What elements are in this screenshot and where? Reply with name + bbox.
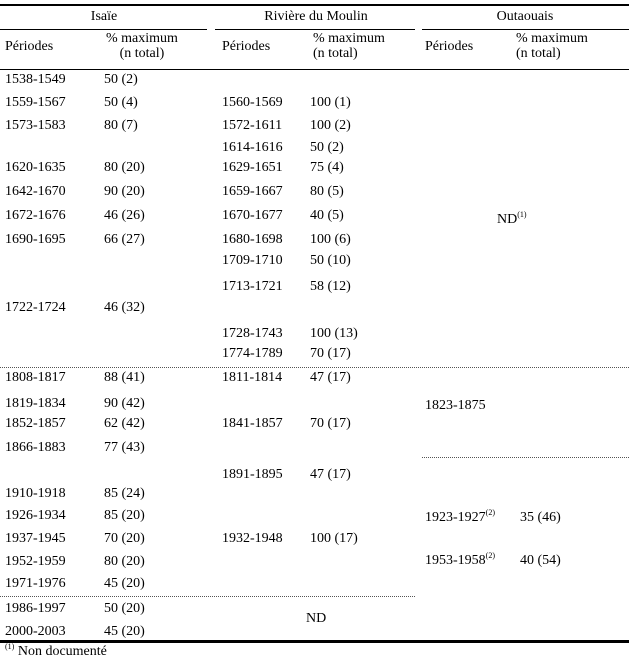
moulin-value-cell: 47 (17) [310, 467, 351, 482]
isaie-period-cell: 1808-1817 [5, 370, 66, 385]
moulin-value-cell: 100 (1) [310, 95, 351, 110]
group-header: Isaïe [90, 9, 118, 24]
isaie-value-cell: 50 (20) [104, 601, 145, 616]
group-header: Rivière du Moulin [264, 9, 368, 24]
footnote-marker: (1) [5, 642, 15, 651]
isaie-period-cell: 1819-1834 [5, 396, 66, 411]
moulin-period-cell: 1713-1721 [222, 279, 283, 294]
isaie-period-cell: 1722-1724 [5, 300, 66, 315]
moulin-period-cell: 1560-1569 [222, 95, 283, 110]
column-header-periods: Périodes [425, 39, 474, 54]
isaie-period-cell: 1538-1549 [5, 72, 66, 87]
moulin-period-cell: 1614-1616 [222, 140, 283, 155]
column-header-periods: Périodes [222, 39, 271, 54]
moulin-value-cell: 50 (2) [310, 140, 344, 155]
moulin-period-cell: 1774-1789 [222, 346, 283, 361]
moulin-value-cell: 100 (2) [310, 118, 351, 133]
outaouais-value-cell: 35 (46) [520, 510, 561, 525]
isaie-value-cell: 80 (20) [104, 554, 145, 569]
moulin-value-cell: 100 (13) [310, 326, 358, 341]
outaouais-period-cell: 1923-1927$^{(2)}$ [425, 508, 495, 525]
isaie-period-cell: 1620-1635 [5, 160, 66, 175]
moulin-value-cell: 58 (12) [310, 279, 351, 294]
isaie-value-cell: 80 (7) [104, 118, 138, 133]
moulin-value-cell: 70 (17) [310, 346, 351, 361]
moulin-value-cell: 75 (4) [310, 160, 344, 175]
outaouais-not-documented: ND$^{(1)}$ [497, 210, 527, 227]
footnote-ref-1: (1) [517, 210, 527, 219]
column-header-periods: Périodes [5, 39, 54, 54]
isaie-period-cell: 1672-1676 [5, 208, 66, 223]
isaie-value-cell: 88 (41) [104, 370, 145, 385]
moulin-value-cell: 47 (17) [310, 370, 351, 385]
isaie-value-cell: 77 (43) [104, 440, 145, 455]
isaie-value-cell: 90 (20) [104, 184, 145, 199]
isaie-period-cell: 1971-1976 [5, 576, 66, 591]
moulin-value-cell: 40 (5) [310, 208, 344, 223]
group-rule-moulin [215, 29, 415, 30]
isaie-period-cell: 1573-1583 [5, 118, 66, 133]
isaie-period-cell: 1690-1695 [5, 232, 66, 247]
separator-outaouais [422, 457, 629, 458]
column-header-percent: % maximum (n total) [516, 31, 588, 61]
isaie-value-cell: 62 (42) [104, 416, 145, 431]
isaie-period-cell: 2000-2003 [5, 624, 66, 639]
isaie-period-cell: 1986-1997 [5, 601, 66, 616]
isaie-value-cell: 85 (24) [104, 486, 145, 501]
top-rule [0, 4, 629, 6]
moulin-period-cell: 1680-1698 [222, 232, 283, 247]
outaouais-period-cell: 1823-1875 [425, 398, 486, 413]
moulin-period-cell: 1709-1710 [222, 253, 283, 268]
isaie-value-cell: 85 (20) [104, 508, 145, 523]
moulin-period-cell: 1891-1895 [222, 467, 283, 482]
moulin-period-cell: 1659-1667 [222, 184, 283, 199]
moulin-period-cell: 1841-1857 [222, 416, 283, 431]
separator-2000s [0, 596, 415, 597]
bottom-rule [0, 640, 629, 643]
isaie-period-cell: 1910-1918 [5, 486, 66, 501]
isaie-value-cell: 80 (20) [104, 160, 145, 175]
isaie-period-cell: 1937-1945 [5, 531, 66, 546]
footnote-text: Non documenté [14, 644, 107, 659]
moulin-value-cell: 50 (10) [310, 253, 351, 268]
moulin-value-cell: 80 (5) [310, 184, 344, 199]
column-header-percent: % maximum (n total) [313, 31, 385, 61]
moulin-period-cell: 1629-1651 [222, 160, 283, 175]
isaie-value-cell: 50 (4) [104, 95, 138, 110]
moulin-period-cell: 1670-1677 [222, 208, 283, 223]
isaie-period-cell: 1852-1857 [5, 416, 66, 431]
moulin-period-cell: 1811-1814 [222, 370, 283, 385]
isaie-value-cell: 45 (20) [104, 576, 145, 591]
moulin-period-cell: 1932-1948 [222, 531, 283, 546]
moulin-period-cell: 1572-1611 [222, 118, 283, 133]
isaie-period-cell: 1952-1959 [5, 554, 66, 569]
moulin-value-cell: 70 (17) [310, 416, 351, 431]
outaouais-period-cell: 1953-1958$^{(2)}$ [425, 551, 495, 568]
group-rule-isaie [0, 29, 207, 30]
isaie-value-cell: 45 (20) [104, 624, 145, 639]
isaie-value-cell: 46 (32) [104, 300, 145, 315]
moulin-value-cell: 100 (17) [310, 531, 358, 546]
footnote-ref-2: (2) [485, 551, 495, 560]
isaie-value-cell: 66 (27) [104, 232, 145, 247]
outaouais-value-cell: 40 (54) [520, 553, 561, 568]
moulin-not-documented: ND [306, 611, 327, 626]
isaie-period-cell: 1642-1670 [5, 184, 66, 199]
group-header: Outaouais [496, 9, 554, 24]
isaie-period-cell: 1926-1934 [5, 508, 66, 523]
isaie-value-cell: 90 (42) [104, 396, 145, 411]
isaie-value-cell: 70 (20) [104, 531, 145, 546]
moulin-period-cell: 1728-1743 [222, 326, 283, 341]
header-rule [0, 69, 629, 70]
moulin-value-cell: 100 (6) [310, 232, 351, 247]
separator-1800s [0, 367, 629, 368]
isaie-value-cell: 50 (2) [104, 72, 138, 87]
footnote-ref-2: (2) [485, 508, 495, 517]
footnote [5, 644, 107, 660]
isaie-period-cell: 1559-1567 [5, 95, 66, 110]
isaie-period-cell: 1866-1883 [5, 440, 66, 455]
column-header-percent: % maximum (n total) [106, 31, 178, 61]
group-rule-outaouais [422, 29, 629, 30]
isaie-value-cell: 46 (26) [104, 208, 145, 223]
